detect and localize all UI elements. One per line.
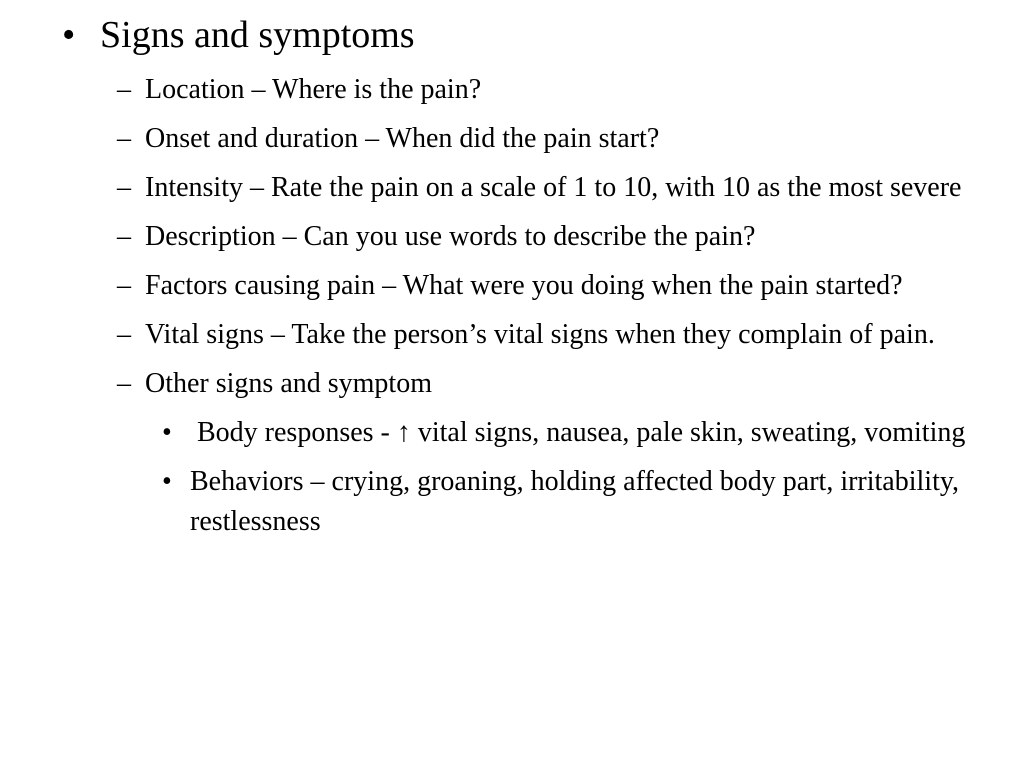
sublist-item-text: Behaviors – crying, groaning, holding affected body part, irritability, restlessness <box>190 466 960 537</box>
list-item-text: Description – Can you use words to describe the pain? <box>145 221 756 252</box>
symptom-list <box>117 70 977 551</box>
dash-marker: – <box>117 319 131 350</box>
list-item-text: Other signs and symptom <box>145 368 432 399</box>
other-signs-sublist <box>117 413 977 542</box>
dash-marker: – <box>117 368 131 399</box>
list-item-vital-signs <box>117 315 977 355</box>
list-item-location <box>117 70 977 110</box>
dash-marker: – <box>117 123 131 154</box>
list-item-text: Onset and duration – When did the pain start? <box>145 123 660 154</box>
list-item-intensity <box>117 168 977 208</box>
list-item-text: Factors causing pain – What were you doing when the pain started? <box>145 270 903 301</box>
list-item-onset <box>117 119 977 159</box>
sublist-item-text: Body responses - ↑ vital signs, nausea, pale skin, sweating, vomiting <box>190 417 966 448</box>
list-item-other <box>117 364 977 404</box>
list-item-text: Intensity – Rate the pain on a scale of 1 to 10, with 10 as the most severe <box>145 172 962 203</box>
bullet-marker: • <box>62 14 76 56</box>
sublist-item-behaviors <box>162 462 977 542</box>
dash-marker: – <box>117 221 131 252</box>
sublist-item-body-responses <box>162 413 977 453</box>
list-item-text: Vital signs – Take the person’s vital signs when they complain of pain. <box>145 319 935 350</box>
bullet-marker: • <box>162 466 172 497</box>
heading-text: Signs and symptoms <box>100 14 415 56</box>
bullet-marker: • <box>162 417 172 448</box>
dash-marker: – <box>117 172 131 203</box>
list-item-factors <box>117 266 977 306</box>
dash-marker: – <box>117 74 131 105</box>
dash-marker: – <box>117 270 131 301</box>
heading-bullet-item <box>62 12 415 58</box>
list-item-description <box>117 217 977 257</box>
list-item-text: Location – Where is the pain? <box>145 74 482 105</box>
